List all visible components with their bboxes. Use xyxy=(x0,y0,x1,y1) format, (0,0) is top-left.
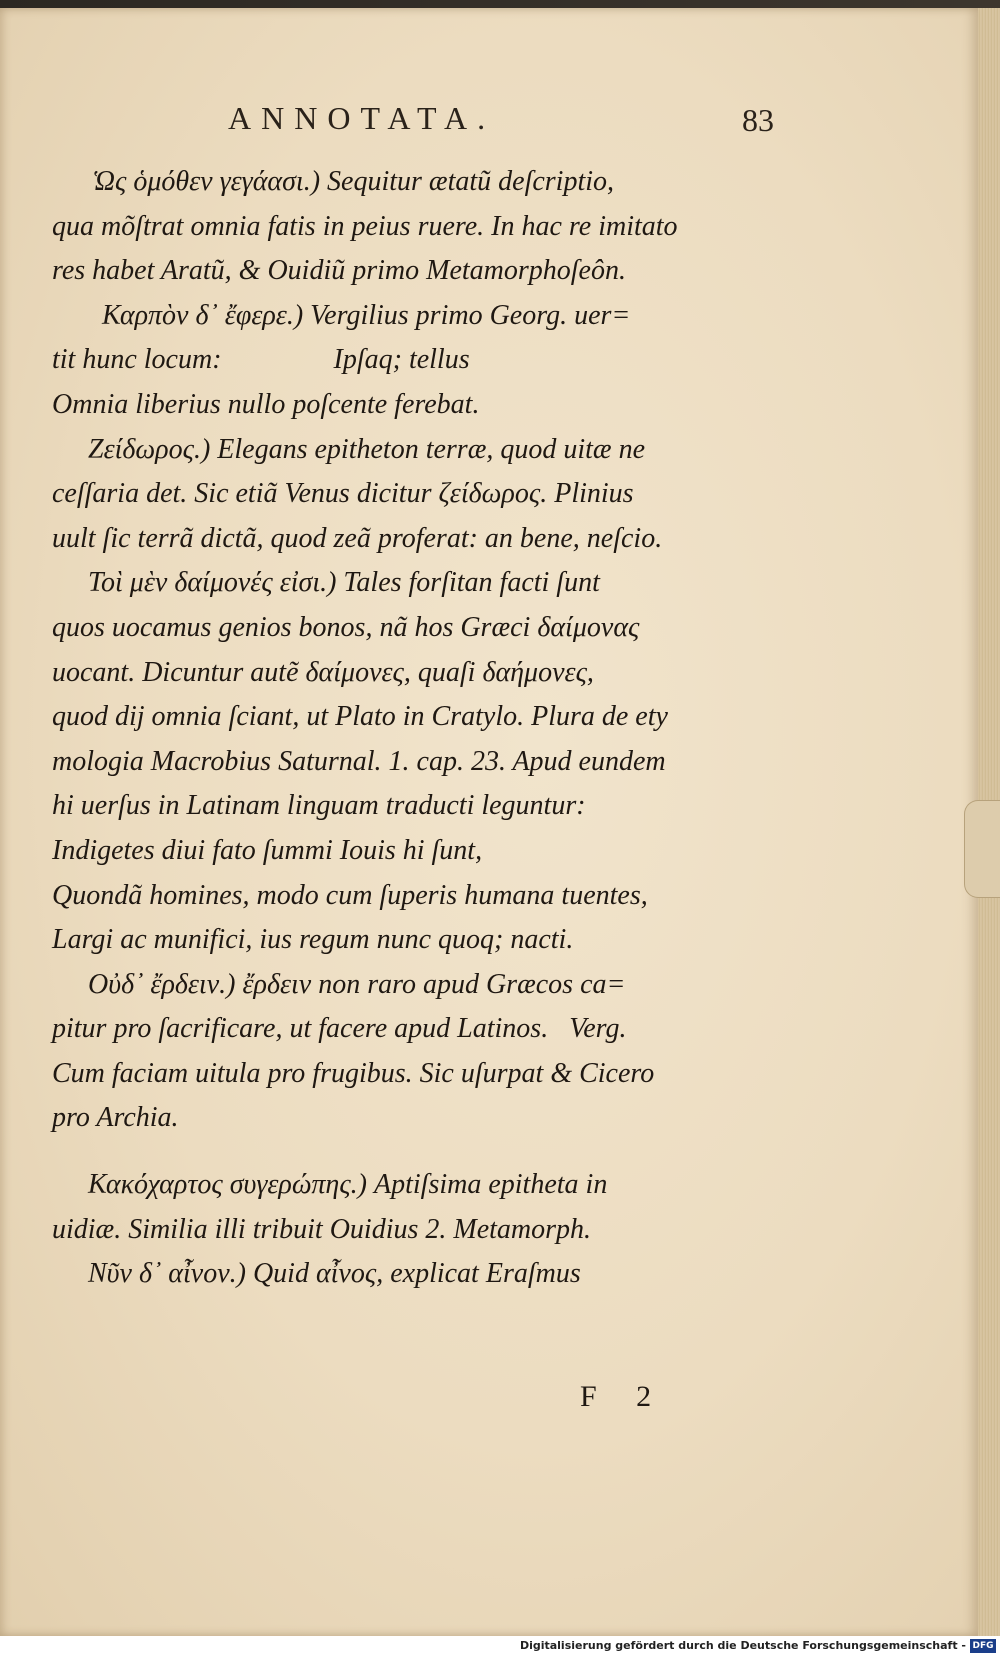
running-title: ANNOTATA. xyxy=(228,100,496,136)
body-text xyxy=(52,160,782,1297)
text-line: Quondã homines, modo cum ſuperis humana tuentes, xyxy=(52,879,648,911)
text-line: Καρπὸν δ᾽ ἔφερε.) Vergilius primo Georg. uer= xyxy=(102,299,631,331)
text-line: uidiæ. Similia illi tribuit Ouidius 2. Metamorph. xyxy=(52,1213,592,1245)
text-line: quod dij omnia ſciant, ut Plato in Cratylo. Plura de ety xyxy=(52,701,668,733)
digitization-footer xyxy=(0,1636,1000,1658)
text-line: uult ſic terrã dictã, quod zeã proferat: an bene, neſcio. xyxy=(52,522,663,554)
text-line: Ζείδωρος.) Elegans epitheton terræ, quod uitæ ne xyxy=(88,433,646,465)
bookmark-tab xyxy=(964,800,1000,898)
text-line: ceſſaria det. Sic etiã Venus dicitur ζείδωρος. Plinius xyxy=(52,478,634,510)
folio-number: 83 xyxy=(742,102,774,138)
dfg-logo-icon: DFG xyxy=(970,1639,996,1653)
text-line: hi uerſus in Latinam linguam traducti leguntur: xyxy=(52,790,586,822)
text-line: uocant. Dicuntur autẽ δαίμονες, quaſi δαήμονες, xyxy=(52,656,594,688)
text-line: Cum faciam uitula pro frugibus. Sic uſurpat & Cicero xyxy=(52,1057,655,1089)
text-line: Ὡς ὁμόθεν γεγάασι.) Sequitur ætatũ deſcriptio, xyxy=(92,166,615,197)
text-line: Omnia liberius nullo poſcente ferebat. xyxy=(52,388,480,420)
footer-credit: Digitalisierung gefördert durch die Deutsche Forschungsgemeinschaft - xyxy=(519,1639,966,1652)
page-header xyxy=(0,100,978,150)
signature-mark: F 2 xyxy=(580,1380,668,1413)
text-line: qua mõſtrat omnia fatis in peius ruere. In hac re imitato xyxy=(52,210,678,242)
text-line: mologia Macrobius Saturnal. 1. cap. 23. Apud eundem xyxy=(52,745,666,777)
text-line: pro Archia. xyxy=(52,1102,179,1134)
text-line: quos uocamus genios bonos, nã hos Græci δαίμονας xyxy=(52,611,640,643)
text-line: Largi ac munifici, ius regum nunc quoq; nacti. xyxy=(52,924,574,956)
text-line: Τοὶ μὲν δαίμονές εἰσι.) Tales forſitan facti ſunt xyxy=(88,567,600,599)
text-line: Νῦν δ᾽ αἶνον.) Quid αἶνος, explicat Eraſmus xyxy=(88,1258,581,1290)
text-line: Indigetes diui fato ſummi Iouis hi ſunt, xyxy=(52,834,483,866)
text-line: Οὐδ᾽ ἔρδειν.) ἔρδειν non raro apud Græcos ca= xyxy=(88,968,626,1000)
text-line: tit hunc locum: Ipſaq; tellus xyxy=(52,344,470,376)
paragraph-gap xyxy=(52,1141,782,1163)
text-line: res habet Aratũ, & Ouidiũ primo Metamorphoſeôn. xyxy=(52,255,626,287)
text-line: Κακόχαρτος συγερώπης.) Aptiſsima epitheta in xyxy=(88,1169,608,1201)
text-line: pitur pro ſacrificare, ut facere apud Latinos. Verg. xyxy=(52,1013,627,1045)
